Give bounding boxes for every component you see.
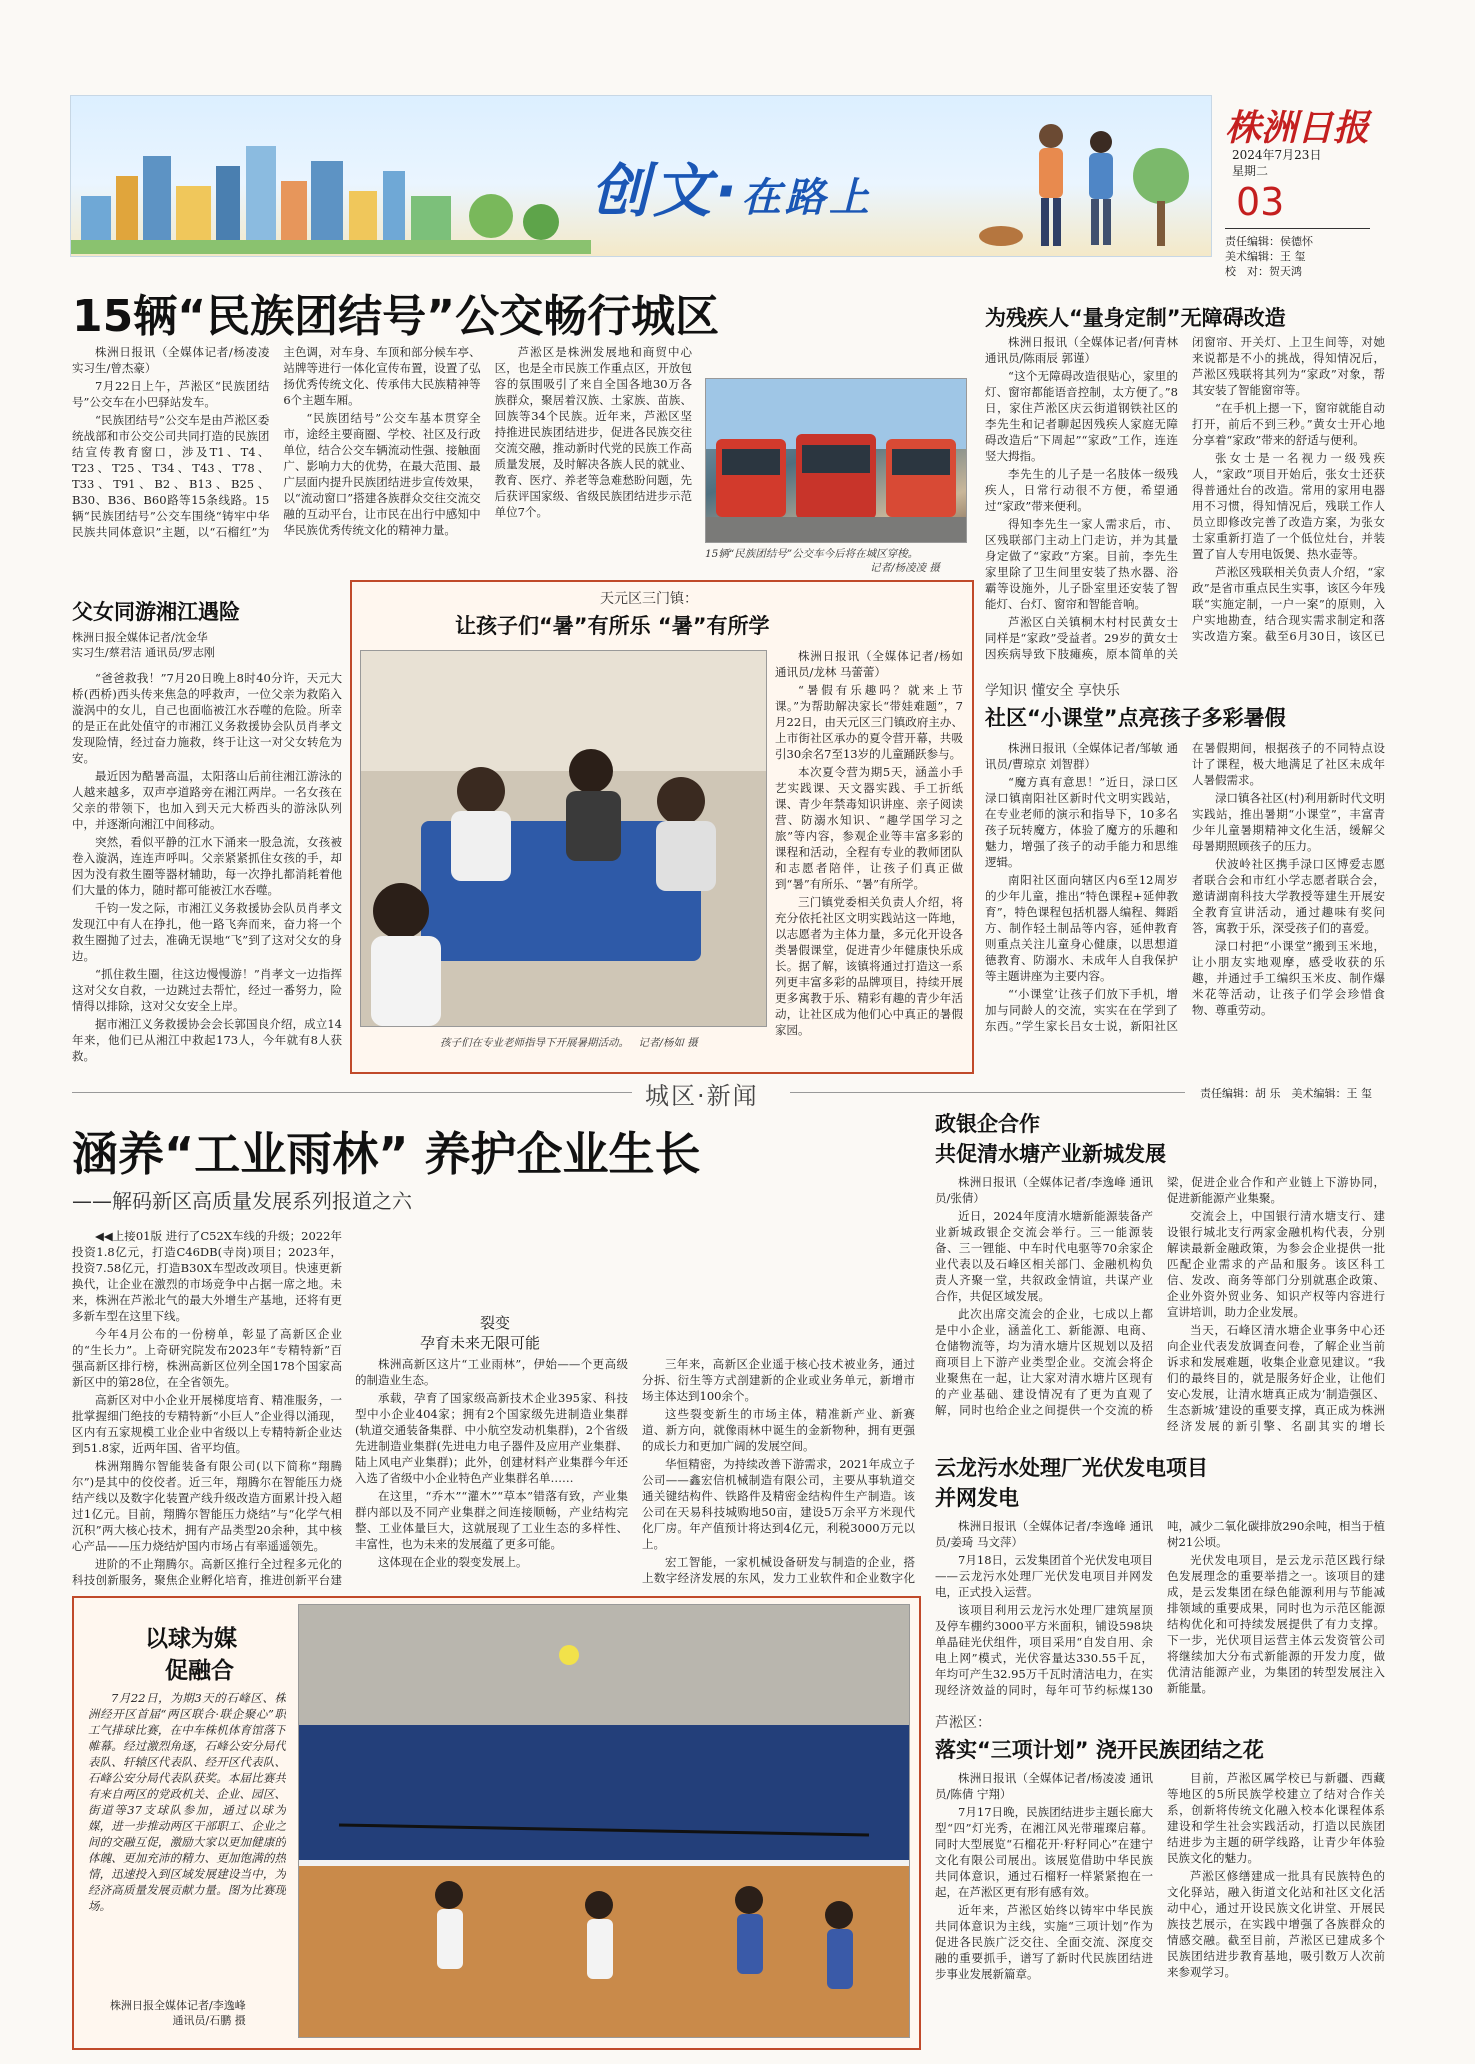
bank-story-title-1: 政银企合作 [935, 1112, 1040, 1136]
rainforest-cut-title-1: 裂变 [480, 1314, 511, 1332]
ball-story-title-1: 以球为媒 [145, 1626, 237, 1652]
masthead-divider [1225, 228, 1370, 229]
lusong-story-title: 落实“三项计划” 浇开民族团结之花 [935, 1738, 1264, 1762]
top-story-body: 株洲日报讯（全媒体记者/杨凌凌 实习生/曾杰豪） 7月22日上午，芦淞区“民族团结号”公交车在小巴驿站发车。 “民族团结号”公交车是由芦淞区委统战部和市公交公司共同打造的民族团结宣传教育窗口，涉及T1、T4、T23、T25、T34、T43、T78、T33、T91、B2、B13、B25、B30、B36、B60路等15条线路。15辆“民族团结号”公交车围绕“铸牢中华民族共同体意识”主题，以“石榴红”为主色调，对车身、车顶和部分候车亭、站牌等进行一体化宣传布置，设置了弘扬优秀传统文化、传承伟大民族精神等6个主题车厢。 “民族团结号”公交车基本贯穿全市，途经主要商圈、学校、社区及行政单位，结合公交车辆流动性强、接触面广、影响力大的优势，在最大范围、最广层面内提升民族团结进步宣传效果，以“流动窗口”搭建各族群众交往交流交融的互动平台，让市民在出行中感知中华民族优秀传统文化的精神力量。 芦淞区是株洲发展地和商贸中心区，也是全市民族工作重点区，开放包容的氛围吸引了来自全国各地30万各族群众，聚居着汉族、土家族、苗族、回族等34个民族。近年来，芦淞区坚持推进民族团结进步，促进各民族交往交流交融，推动新时代党的民族工作高质量发展，及时解决各族人民的就业、教育、医疗、养老等急难愁盼问题，先后获评国家级、省级民族团结进步示范单位7个。 [72, 345, 692, 539]
classroom-story-title: 社区“小课堂”点亮孩子多彩暑假 [985, 706, 1286, 730]
summer-story-kicker: 天元区三门镇： [600, 591, 698, 607]
ball-story-body: 7月22日，为期3天的石峰区、株洲经开区首届“两区联合·联企聚心”职工气排球比赛，在中车株机体育馆落下帷幕。经过激烈角逐，石峰公安分局代表队、轩辕区代表队、经开区代表队、石峰公安分局代表队获奖。本届比赛共有来自两区的党政机关、企业、园区、街道等37支球队参加，通过以球为媒，进一步推动两区干部职工、企业之间的交融互促，激励大家以更加健康的体魄、更加充沛的精力、更加饱满的热情，迅速投入到区域发展建设当中，为经济高质量发展贡献力量。图为比赛现场。 [88, 1691, 286, 1913]
issue-date: 2024年7月23日 [1232, 148, 1322, 162]
volleyball-photo [298, 1604, 910, 2038]
ball-story-title-2: 促融合 [165, 1658, 234, 1684]
issue-weekday: 星期二 [1232, 164, 1269, 178]
masthead-banner [70, 95, 1212, 257]
solar-story-body: 株洲日报讯（全媒体记者/李逸峰 通讯员/姜琦 马文萍） 7月18日，云发集团首个光伏发电项目——云龙污水处理厂光伏发电项目并网发电，正式投入运营。 该项目利用云龙污水处理厂建筑屋顶及停车棚约3000平方米面积，铺设598块单晶硅光伏组件，项目采用“自发自用、余电上网”模式，光伏容量达330.55千瓦，年均可产生32.95万千瓦时清洁电力，在实现经济效益的同时，每年可节约标煤130吨，减少二氧化碳排放290余吨，相当于植树21公顷。 光伏发电项目，是云龙示范区践行绿色发展理念的重要举措之一。该项目的建成，是云发集团在绿色能源利用与节能减排领域的重要成果，同时也为示范区能源结构优化和可持续发展提供了有力支撑。下一步，光伏项目运营主体云发资管公司将继续加大分布式新能源的开发力度，做优清洁能源产业，为集团的转型发展注入新能量。 [935, 1519, 1385, 1697]
solar-story-title-2: 并网发电 [935, 1486, 1019, 1510]
solar-story-title-1: 云龙污水处理厂光伏发电项目 [935, 1456, 1208, 1480]
rainforest-story-subtitle: ——解码新区高质量发展系列报道之六 [72, 1189, 412, 1213]
disabled-story-body: 株洲日报讯（全媒体记者/何青林 通讯员/陈雨辰 郭谨） “这个无障碍改造很贴心，家里的灯、窗帘都能语音控制，太方便了。”8日，家住芦淞区庆云街道钢铁社区的李先生和记者聊起因残疾人家庭无障碍改造后“下周起”“家政”工作，连连竖大拇指。 李先生的儿子是一名肢体一级残疾人，日常行动很不方便，希望通过“家政”带来便利。 得知李先生一家人需求后，市、区残联部门主动上门走访，并为其量身定做了“家政”方案。目前，李先生家里除了卫生间里安装了热水器、浴霸等设施外，儿子卧室里还安装了智能灯、台灯、窗帘和智能音响。 芦淞区白关镇桐木村村民黄女士同样是“家政”受益者。29岁的黄女士因疾病导致下肢瘫痪，原本简单的关闭窗帘、开关灯、上卫生间等，对她来说都是不小的挑战，得知情况后，芦淞区残联将其列为“家政”对象，帮其安装了智能窗帘等。 “在手机上摁一下，窗帘就能自动打开，前后不到三秒。”黄女士开心地分享着“家政”带来的舒适与便利。 张女士是一名视力一级残疾人，“家政”项目开始后，张女士还获得普通灶台的改造。常用的家用电器用不习惯，得知情况后，残联工作人员立即修改完善了改造方案，为张女士家重新打造了一个低位灶台，并装置了盲人专用电饭煲、热水壶等。 芦淞区残联相关负责人介绍，“家政”是省市重点民生实事，该区今年残联“实施定制，一户一案”的原则，入户实地勘查，结合现实需求制定和落实改造方案。截至6月30日，该区已 [985, 335, 1385, 661]
lusong-story-body: 株洲日报讯（全媒体记者/杨凌凌 通讯员/陈倩 宁翔） 7月17日晚，民族团结进步主题长廊大型“四”灯光秀，在湘江风光带璀璨启幕。同时大型展览“石榴花开·籽籽同心”在建宁文化有限公司展出。该展览借助中华民族共同体意识，通过石榴籽一样紧紧抱在一起，在芦淞区更有形有感有效。 近年来，芦淞区始终以铸牢中华民族共同体意识为主线，实施“三项计划”作为促进各民族广泛交往、全面交流、深度交融的重要抓手，谱写了新时代民族团结进步事业发展新篇章。 目前，芦淞区属学校已与新疆、西藏等地区的5所民族学校建立了结对合作关系，创新将传统文化融入校本化课程体系建设和学生社会实践活动，打造以民族团结进步为主题的研学线路，让青少年体验民族文化的魅力。 芦淞区修缮建成一批具有民族特色的文化驿站，融入街道文化站和社区文化活动中心，通过开设民族文化讲堂、开展民族技艺展示，在实践中增强了各族群众的情感交融。截至目前，芦淞区已建成多个民族团结进步教育基地，吸引数万人次前来参观学习。 [935, 1771, 1385, 1981]
summer-story-title: 让孩子们“暑”有所乐 “暑”有所学 [455, 614, 770, 638]
paper-name: 株洲日报 [1225, 107, 1370, 149]
section-label: 城区·新闻 [645, 1082, 759, 1110]
lusong-story-kicker: 芦淞区： [935, 1715, 991, 1731]
bank-story-title-2: 共促清水塘产业新城发展 [935, 1142, 1166, 1166]
rainforest-story-title: 涵养“工业雨林” 养护企业生长 [72, 1127, 701, 1181]
page-number: 03 [1236, 180, 1285, 224]
banner-title: 创文·在路上 [591, 157, 874, 225]
summer-photo-caption: 孩子们在专业老师指导下开展暑期活动。 记者/杨如 摄 [440, 1037, 698, 1049]
disabled-story-title: 为残疾人“量身定制”无障碍改造 [985, 306, 1286, 330]
summer-camp-photo [360, 650, 767, 1027]
section-editors: 责任编辑：胡 乐 美术编辑：王 玺 [1200, 1087, 1372, 1100]
rainforest-story-body-cont: 株洲高新区这片“工业雨林”，伊始——个更高级的制造业生态。 承载，孕育了国家级高新技术企业395家、科技型中小企业404家；拥有2个国家级先进制造业集群(轨道交通装备集群、中小航空发动机集群)，2个省级先进制造业集群(先进电力电子器件及应用产业集群、陆上风电产业集群)；此外，创建材料产业集群今年还入选了省级中小企业特色产业集群名单…… 在这里，“乔木”“灌木”“草本”错落有致，产业集群内部以及不同产业集群之间连接顺畅，产业结构完整、工业体量巨大，这就展现了工业生态的多样性、丰富性，也为未来的发展蕴了更多可能。 这体现在企业的裂变发展上。 三年来，高新区企业遥于核心技术被业务，通过分拆、衍生等方式剖建新的企业或业务单元，新增市场主体达到100余个。 这些裂变新生的市场主体，精准新产业、新赛道、新方向，就像雨林中诞生的金新物种，拥有更强的成长力和更加广阔的发展空间。 华恒精密，为持续改善下游需求，2021年成立子公司——鑫宏信机械制造有限公司，主要从事轨道交通关键结构件、铁路件及精密金结构件生产制造。该公司在天易科技城购地50亩，建设5万余平方米现代化厂房。年产值预计将达到4亿元，利税3000万元以上。 宏工智能，一家机械设备研发与制造的企业，搭上数字经济发展的东风，发力工业软件和企业数字化 [355, 1357, 915, 1585]
bank-story-body: 株洲日报讯（全媒体记者/李逸峰 通讯员/张倩） 近日，2024年度清水塘新能源装备产业新城政银企交流会举行。三一能源装备、三一锂能、中车时代电驱等70余家企业代表以及石峰区相关部门、金融机构负责人齐聚一堂，共叙政金情谊，共谋产业合作，共促区域发展。 此次出席交流会的企业，七成以上都是中小企业，涵盖化工、新能源、电商、仓储物流等，均为清水塘片区规划以及招商项目上下游产业类型企业。交流会将企业聚焦在一起，让大家对清水塘片区现有的产业基础、建设情况有了更为直观了解，同时也给企业之间提供一个交流的桥梁，促进企业合作和产业链上下游协同，促进新能源产业集聚。 交流会上，中国银行清水塘支行、建设银行城北支行两家金融机构代表，分别解读最新金融政策，为参会企业提供一批匹配企业需求的产品和服务。该区科工信、发改、商务等部门分别就惠企政策、企业外资外贸业务、知识产权等内容进行宣讲培训，助力企业发展。 当天，石峰区清水塘企业事务中心还向企业代表发放调查问卷，了解企业当前诉求和发展难题，收集企业意见建议。“我们的最终目的，就是服务好企业，让他们安心发展，让清水塘真正成为‘制造强区、生态新城’建设的重要支撑，真正成为株洲经济发展的新引擎、名副其实的增长 [935, 1175, 1385, 1433]
rainforest-cut-title-2: 孕育未来无限可能 [420, 1334, 541, 1352]
city-skyline-illustration [71, 136, 591, 254]
father-story-body: “爸爸救我！”7月20日晚上8时40分许，天元大桥(西桥)西头传来焦急的呼救声，一位父亲为救陷入漩涡中的女儿，自己也面临被江水吞噬的危险。所幸的是正在此处值守的市湘江义务救援协会队员肖孝文发现险情，经过奋力施救，终于让这一对父女转危为安。 最近因为酷暑高温，太阳落山后前往湘江游泳的人越来越多，双声亭道路旁在湘江两岸。一名女孩在父亲的带领下，也加入到天元大桥西头的游泳队列中，并逐渐向湘江中间移动。 突然，看似平静的江水下涌来一股急流，女孩被卷入漩涡，连连声呼叫。父亲紧紧抓住女孩的手，却因为没有救生圈等器材辅助，每一次挣扎都消耗着他们大量的体力，随时都可能被江水吞噬。 千钧一发之际，市湘江义务救援协会队员肖孝文发现江中有人在挣扎，他一路飞奔而来，奋力将一个救生圈抛了过去，准确无误地“飞”到了这对父女的身边。 “抓住救生圈，往这边慢慢游！”肖孝文一边指挥这对父女自救，一边跳过去帮忙，经过一番努力，险情得以排除，这对父女安全上岸。 据市湘江义务救援协会会长郭国良介绍，成立14年来，他们已从湘江中救起173人，今年就有8人获救。 [72, 671, 342, 1063]
page-editors: 责任编辑：侯德怀 美术编辑：王 玺 校 对：贺天鸿 [1225, 235, 1313, 278]
bus-photo [705, 378, 967, 543]
bus-photo-illustration [706, 379, 966, 542]
ball-story-credit: 株洲日报全媒体记者/李逸峰 通讯员/石鹏 摄 [110, 1999, 246, 2027]
top-story-title: 15辆“民族团结号”公交畅行城区 [72, 291, 720, 342]
bus-photo-caption: 15辆“民族团结号”公交车今后将在城区穿梭。 [705, 548, 919, 560]
rainforest-story-body: ◀◀上接01版 进行了C52X车线的升级；2022年投资1.8亿元，打造C46DB(寺岗)项目；2023年，投资7.58亿元，打造B30X车型改改项目。快速更新换代，让企业在激烈的市场竞争中占据一席之地。未来，株洲在芦淞北气的最大外增生产基地，还将有更多新车型在这里下线。 今年4月公布的一份榜单，彰显了高新区企业的“生长力”。上奇研究院发布2023年“专精特新”百强高新区排行榜，株洲高新区位列全国178个国家高新区中的第28位，在全省领先。 高新区对中小企业开展梯度培育、精准服务，一批掌握细门绝技的专精特新“小巨人”企业得以涌现，区内有五家规模工业企业中省级以上专精特新企业达到51.8家，近两年国、省平均值。 株洲翔腾尔智能装备有限公司(以下简称“翔腾尔”)是其中的佼佼者。近三年，翔腾尔在智能压力烧结产线以及数字化装置产线升级改造方面累计投入超过1亿元。目前，翔腾尔智能压力烧结”与“化学气相沉积”两大核心技术，拥有产品类型20余种，其中核心产品——压力烧结炉国内市场占有率遥遥领先。 进阶的不止翔腾尔。高新区推行全过程多元化的科技创新服务，聚焦企业孵化培育，推进创新平台建 [72, 1229, 342, 1587]
father-story-title: 父女同游湘江遇险 [72, 600, 240, 624]
walkers-illustration [931, 106, 1211, 254]
summer-story-body: 株洲日报讯（全媒体记者/杨如 通讯员/龙林 马蕾蕾） “暑假有乐趣吗？就来上节课。”为帮助解决家长“带娃难题”，7月22日，由天元区三门镇政府主办、上市街社区承办的夏令营开幕，共吸引30余名7至13岁的儿童踊跃参与。 本次夏令营为期5天，涵盖小手艺实践课、天文器实践、手工折纸课、青少年禁毒知识讲座、亲子阅读营、防溺水知识、“趣学国学习之旅”等内容，参观企业等丰富多彩的课程和活动，全程有专业的教师团队和志愿者陪伴，让孩子们真正做到“暑”有所乐、“暑”有所学。 三门镇党委相关负责人介绍，将充分依托社区文明实践站这一阵地，以志愿者为主体力量，多元化开设各类暑假课堂，促进青少年健康快乐成长。据了解，该镇将通过打造这一系列更丰富多彩的品牌项目，持续开展更多寓教于乐、精彩有趣的青少年活动，让社区成为他们心中真正的暑假家园。 [775, 649, 963, 1037]
bus-photo-credit: 记者/杨凌凌 摄 [870, 562, 940, 574]
section-rule-right [790, 1092, 1185, 1093]
volleyball-photo-illustration [299, 1605, 909, 2037]
classroom-story-kicker: 学知识 懂安全 享快乐 [985, 683, 1120, 699]
summer-camp-photo-illustration [361, 651, 766, 1026]
classroom-story-body: 株洲日报讯（全媒体记者/邹敏 通讯员/曹琼京 刘智群） “魔方真有意思！”近日，渌口区渌口镇南阳社区新时代文明实践站，在专业老师的演示和指导下，10多名孩子玩转魔方，体验了魔方的乐趣和魅力，增强了孩子的动手能力和思维逻辑。 南阳社区面向辖区内6至12周岁的少年儿童，推出“特色课程+延伸教育”，特色课程包括机器人编程、舞蹈方、制作轻土制品等内容，延伸教育则重点关注儿童身心健康，以思想道德教育、防溺水、未成年人自我保护等主题讲座为主要内容。 “‘小课堂’让孩子们放下手机，增加与同龄人的交流，实实在在学到了东西。”学生家长吕女士说，新阳社区在暑假期间，根据孩子的不同特点设计了课程，极大地满足了社区未成年人暑假需求。 渌口镇各社区(村)利用新时代文明实践站，推出暑期“小课堂”，丰富青少年儿童暑期精神文化生活，缓解父母暑期照顾孩子的压力。 伏波岭社区携手渌口区博爱志愿者联合会和市红小学志愿者联合会，邀请湖南科技大学教授等建生开展安全教育宣讲活动，通过趣味有奖问答，寓教于乐，深受孩子们的喜爱。 渌口村把“小课堂”搬到玉米地，让小朋友实地观摩，感受收获的乐趣，并通过手工编织玉米皮、制作爆米花等活动，让孩子们学会珍惜食物、尊重劳动。 [985, 741, 1385, 1033]
father-story-byline: 株洲日报全媒体记者/沈金华 实习生/蔡君洁 通讯员/罗志刚 [72, 631, 215, 659]
section-rule-left [72, 1092, 632, 1093]
